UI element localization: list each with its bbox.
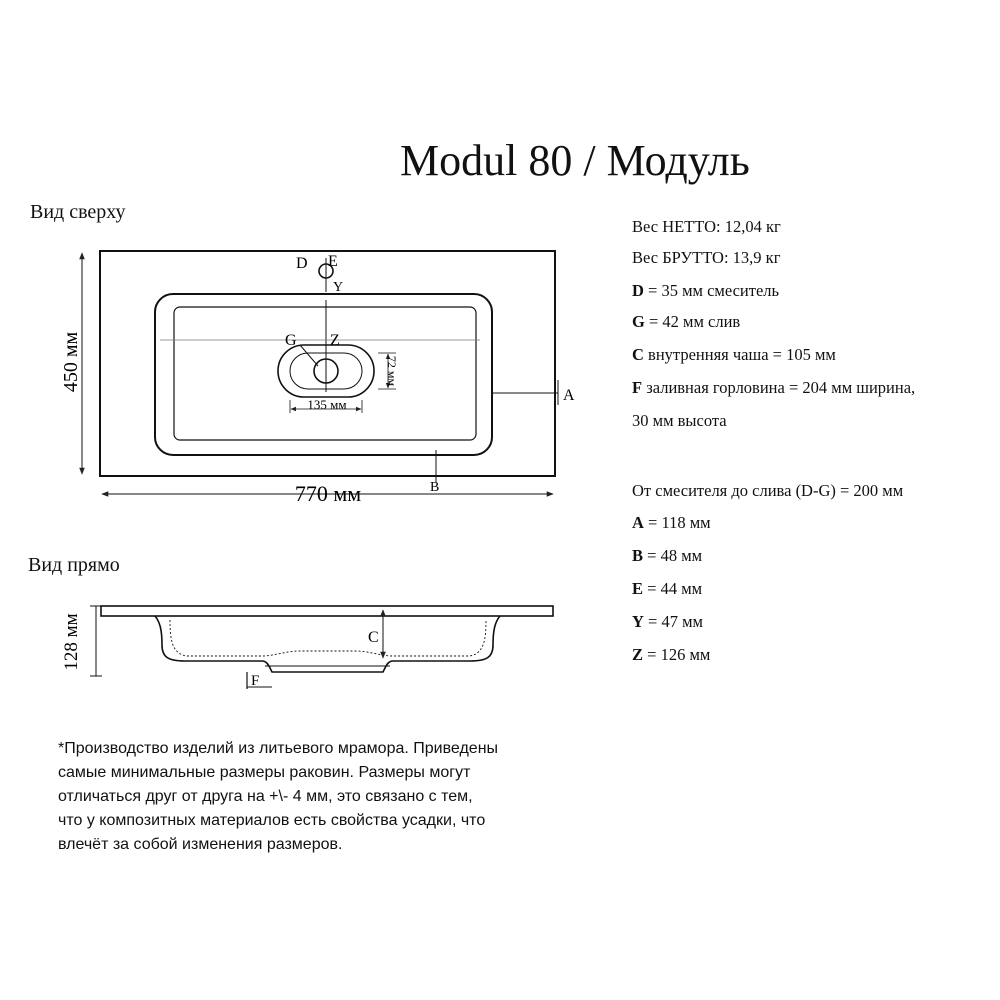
note-line: что у композитных материалов есть свойства усадки, что bbox=[58, 812, 486, 829]
dim-height-label: 128 мм bbox=[61, 613, 82, 671]
marker-c: C bbox=[368, 629, 379, 646]
sink-outline bbox=[100, 251, 555, 476]
spec-overflow: F заливная горловина = 204 мм ширина, bbox=[632, 378, 916, 397]
marker-g: G bbox=[285, 332, 297, 349]
dimension-list bbox=[632, 513, 711, 678]
marker-b: B bbox=[430, 480, 440, 495]
top-view-drawing bbox=[82, 251, 558, 494]
drain-width-label: 135 мм bbox=[307, 397, 347, 412]
drain-height-label: 72 мм bbox=[385, 355, 399, 387]
spec-net-weight: Вес НЕТТО: 12,04 кг bbox=[632, 217, 781, 236]
basin-inner bbox=[174, 307, 476, 440]
distance-note: От смесителя до слива (D-G) = 200 мм bbox=[632, 481, 904, 500]
front-view-drawing bbox=[90, 606, 553, 689]
spec-drain: G = 42 мм слив bbox=[632, 312, 741, 331]
basin-outer bbox=[155, 294, 492, 455]
spec-faucet: D = 35 мм смеситель bbox=[632, 281, 780, 300]
spec-list bbox=[632, 217, 992, 444]
spec-gross-weight: Вес БРУТТО: 13,9 кг bbox=[632, 248, 781, 267]
dim-width-label: 770 мм bbox=[294, 481, 362, 506]
front-countertop bbox=[101, 606, 553, 616]
marker-a: A bbox=[563, 387, 575, 404]
note-line: *Производство изделий из литьевого мрамора. Приведены bbox=[58, 740, 499, 757]
note-line: самые минимальные размеры раковин. Размеры могут bbox=[58, 764, 471, 781]
dim-z: Z = 126 мм bbox=[632, 645, 711, 664]
dim-y: Y = 47 мм bbox=[632, 612, 703, 631]
marker-z: Z bbox=[330, 332, 340, 349]
production-note bbox=[58, 737, 578, 857]
spec-overflow-height: 30 мм высота bbox=[632, 411, 727, 430]
marker-d: D bbox=[296, 255, 308, 272]
dim-a: A = 118 мм bbox=[632, 513, 711, 532]
note-line: отличаться друг от друга на +\- 4 мм, это связано с тем, bbox=[58, 788, 473, 805]
top-view-label: Вид сверху bbox=[30, 201, 126, 223]
dim-b: B = 48 мм bbox=[632, 546, 703, 565]
dim-depth-label: 450 мм bbox=[60, 331, 82, 393]
front-basin bbox=[155, 616, 500, 672]
marker-f: F bbox=[251, 673, 260, 689]
note-line: влечёт за собой изменения размеров. bbox=[58, 836, 343, 853]
dim-e: E = 44 мм bbox=[632, 579, 703, 598]
marker-y: Y bbox=[333, 280, 344, 295]
front-view-label: Вид прямо bbox=[28, 554, 120, 576]
page-title: Modul 80 / Модуль bbox=[400, 136, 750, 185]
marker-e: E bbox=[328, 253, 338, 270]
spec-inner-bowl: C внутренняя чаша = 105 мм bbox=[632, 345, 836, 364]
